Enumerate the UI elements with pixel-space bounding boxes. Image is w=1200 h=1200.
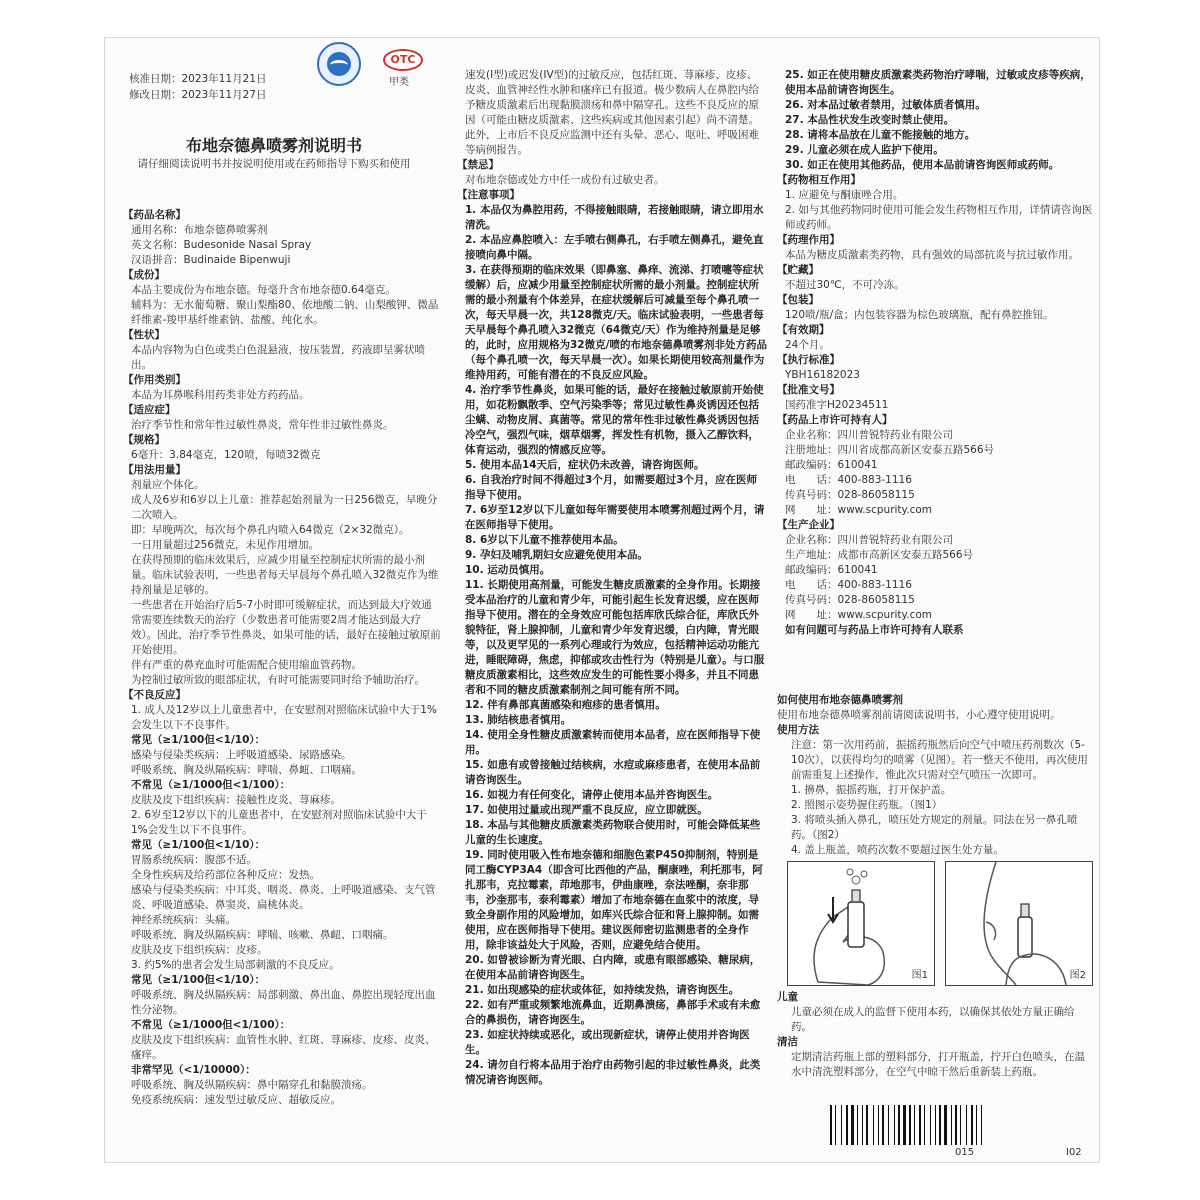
children-heading: 儿童 [777,991,798,1003]
bold-paragraph: 21. 如出现感染的症状或体征，如持续发热，请咨询医生。 [465,984,740,996]
paragraph: 生产地址：成都市高新区安泰五路566号 [785,549,974,561]
paragraph: 感染与侵染类疾病：上呼吸道感染、尿路感染。 [131,749,352,761]
paragraph: 皮肤及皮下组织疾病：皮疹。 [131,944,268,956]
paragraph: 2. 6岁至12岁以下的儿童患者中，在安慰剂对照临床试验中大于1%会发生以下不良事件。 [131,809,427,836]
barcode-bar [944,1105,947,1145]
paragraph: 注册地址：四川省成都高新区安泰五路566号 [785,444,995,456]
paragraph: 在获得预期的临床效果后，应减少用量至控制症状所需的最小剂量。临床试验表明，一些患者每天早晨每个鼻孔喷入32微克作为维持剂量是足够的。 [131,554,439,596]
barcode-bar [935,1105,936,1145]
bold-paragraph: 29. 儿童必须在成人监护下使用。 [785,144,944,156]
paragraph: 对布地奈德或处方中任一成份有过敏史者。 [465,174,665,186]
method-heading: 使用方法 [777,724,819,736]
paragraph: 英文名称：Budesonide Nasal Spray [131,239,312,251]
paragraph: 本品为耳鼻喉科用药类非处方药药品。 [131,389,310,401]
paragraph: 本品内容物为白色或类白色混悬液，按压装置，药液即呈雾状喷出。 [131,344,425,371]
section-heading: 【生产企业】 [777,519,840,531]
section-heading: 【注意事项】 [457,189,520,201]
paragraph: 剂量应个体化。 [131,479,205,491]
paragraph: 企业名称：四川普锐特药业有限公司 [785,429,953,441]
paragraph: 成人及6岁和6岁以上儿童：推荐起始剂量为一日256微克，早晚分二次喷入。 [131,494,438,521]
section-heading: 【用法用量】 [123,464,186,476]
section-heading: 【成份】 [123,269,165,281]
barcode-bar [830,1105,832,1145]
bold-paragraph: 17. 如使用过量或出现严重不良反应，应立即就医。 [465,804,708,816]
barcode-bar [971,1105,973,1145]
figure-1-label: 图1 [911,970,928,981]
barcode-bar [939,1105,941,1145]
paragraph: 皮肤及皮下组织疾病：接触性皮炎、荨麻疹。 [131,794,341,806]
paragraph: 呼吸系统、胸及纵隔疾病：局部刺激、鼻出血、鼻腔出现轻度出血性分泌物。 [131,989,436,1016]
usage-intro: 使用布地奈德鼻喷雾剂前请阅读说明书，小心遵守使用说明。 [777,709,1061,721]
barcode-bar [878,1105,879,1145]
bold-paragraph: 27. 本品性状发生改变时禁止使用。 [785,114,955,126]
usage-section [777,693,1095,858]
usage-note: 注意：第一次用药前，振摇药瓶然后向空气中喷压药剂数次（5-10次），以获得均匀的喷雾（见图）。若一整天不使用，再次使用前需重复上述操作，惟此次只需对空气喷压一次即可。 [791,739,1088,781]
paragraph: 通用名称：布地奈德鼻喷雾剂 [131,224,268,236]
bold-paragraph: 14. 使用全身性糖皮质激素转而使用本品者，应在医师指导下使用。 [465,729,761,756]
section-heading: 【贮藏】 [777,264,819,276]
bold-paragraph: 9. 孕妇及哺乳期妇女应避免使用本品。 [465,549,648,561]
barcode-bar [976,1105,977,1145]
column-2 [457,68,767,1088]
bold-paragraph: 5. 使用本品14天后，症状仍未改善，请咨询医师。 [465,459,705,471]
otc-logo-icon: OTC [383,49,423,71]
paragraph: 1. 应避免与酮康唑合用。 [785,189,904,201]
bold-paragraph: 11. 长期使用高剂量，可能发生糖皮质激素的全身作用。长期接受本品治疗的儿童和青少年，可能引起生长发育迟缓，应在医师指导下使用。潜在的全身效应可能包括库欣氏综合征，库欣氏外貌特征，肾上腺抑制，儿童和青少年发育迟缓，白内障，青光眼等，以及更罕见的一系列心理或行为效应，包括精神运动功能亢进，睡眠障碍，焦虑，抑郁或攻击性行为（特别是儿童）。与口服糖皮质激素相比，这些效应发生的可能性要小得多，并且不同患者和不同的糖皮质激素制剂之间可能有所不同。 [465,579,765,696]
barcode-bar [882,1105,884,1145]
otc-class-label: 甲类 [389,77,409,88]
paragraph: 皮肤及皮下组织疾病：血管性水肿、红斑、荨麻疹、皮疹、皮炎、瘙痒。 [131,1034,436,1061]
paragraph: 企业名称：四川普锐特药业有限公司 [785,534,953,546]
section-heading: 【包装】 [777,294,819,306]
bold-paragraph: 25. 如正在使用糖皮质激素类药物治疗哮喘，过敏或皮疹等疾病，使用本品前请咨询医生。 [785,69,1091,96]
barcode-bar [841,1105,842,1145]
page-subtitle: 请仔细阅读说明书并按说明使用或在药师指导下购买和使用 [137,158,411,170]
paragraph: 1. 成人及12岁以上儿童患者中，在安慰剂对照临床试验中大于1%会发生以下不良事件。 [131,704,437,731]
barcode-bar [903,1105,906,1145]
section-heading: 【药物相互作用】 [777,174,861,186]
section-heading: 【批准文号】 [777,384,840,396]
bold-paragraph: 30. 如正在使用其他药品，使用本品前请咨询医师或药师。 [785,159,1060,171]
bold-paragraph: 如有问题可与药品上市许可持有人联系 [785,624,964,636]
clean-text: 定期清洁药瓶上部的塑料部分，打开瓶盖，拧开白色喷头，在温水中清洗塑料部分，在空气中晾干然后重新装上药瓶。 [791,1051,1085,1078]
barcode-bar [846,1105,848,1145]
paragraph: 邮政编码：610041 [785,564,878,576]
bold-paragraph: 22. 如有严重或频繁地流鼻血，近期鼻溃疡，鼻部手术或有未愈合的鼻损伤，请咨询医生。 [465,999,761,1026]
barcode-bar [919,1105,921,1145]
barcode-bar [866,1105,868,1145]
paragraph: 汉语拼音：Budinaide Bipenwuji [131,254,291,266]
paragraph: 24个月。 [785,339,830,351]
barcode-bar [909,1105,911,1145]
barcode-bar [857,1105,858,1145]
paragraph: 传真号码：028-86058115 [785,594,915,606]
barcode-right-number: I02 [1066,1147,1082,1158]
paragraph: 3. 约5%的患者会发生局部刺激的不良反应。 [131,959,340,971]
bold-paragraph: 常见（≥1/100但<1/10）： [131,839,266,851]
section-heading: 【药品上市许可持有人】 [777,414,893,426]
bold-paragraph: 6. 自我治疗时间不得超过3个月，如需要超过3个月，应在医师指导下使用。 [465,474,758,501]
barcode-bar [960,1105,961,1145]
barcode-bar [835,1105,836,1145]
page-title: 布地奈德鼻喷雾剂说明书 [185,136,362,155]
bold-paragraph: 不常见（≥1/1000但<1/100）： [131,779,291,791]
paragraph: 网 址：www.scpurity.com [785,609,933,621]
leaflet-sheet [104,37,1100,1163]
column-3 [777,68,1095,638]
section-heading: 【作用类别】 [123,374,186,386]
barcode-bar [898,1105,900,1145]
paragraph: 感染与侵染类疾病：中耳炎、咽炎、鼻炎、上呼吸道感染、支气管炎、呼吸道感染、鼻窦炎、扁桃体炎。 [131,884,436,911]
paragraph: 为控制过敏所致的眼部症状，有时可能需要同时给予辅助治疗。 [131,674,425,686]
bold-paragraph: 19. 同时使用吸入性布地奈德和细胞色素P450抑制剂，特别是同工酶CYP3A4（即含可比西他的产品，酮康唑，利托那韦，阿扎那韦，克拉霉素，茚地那韦，伊曲康唑，奈法唑酮，奈非那韦，沙奎那韦，泰利霉素）增加了布地奈德在血浆中的浓度，导致全身副作用的风险增加，如库兴氏综合征和肾上腺抑制。如需使用，应在医师指导下使用。建议医师密切监测患者的全身作用，除非该益处大于风险，否则，应避免结合使用。 [465,849,763,951]
barcode-bar [930,1105,931,1145]
paragraph: 电 话：400-883-1116 [785,474,912,486]
section-heading: 【药品名称】 [123,209,186,221]
barcode-bar [851,1105,854,1145]
paragraph: 本品主要成份为布地奈德。每毫升含布地奈德0.64毫克。 [131,284,396,296]
bold-paragraph: 15. 如患有或曾接触过结核病，水痘或麻疹患者，在使用本品前请咨询医生。 [465,759,761,786]
paragraph: 伴有严重的鼻充血时可能需配合使用缩血管药物。 [131,659,362,671]
paragraph: 网 址：www.scpurity.com [785,504,933,516]
bold-paragraph: 1. 本品仅为鼻腔用药，不得接触眼睛，若接触眼睛，请立即用水清洗。 [465,204,764,231]
barcode-bar [894,1105,895,1145]
bold-paragraph: 常见（≥1/100但<1/10）： [131,974,266,986]
paragraph: 2. 如与其他药物同时使用可能会发生药物相互作用，详情请咨询医师或药师。 [785,204,1093,231]
barcode-bar [888,1105,889,1145]
bold-paragraph: 2. 本品应鼻腔喷入：左手喷右侧鼻孔，右手喷左侧鼻孔，避免直接喷向鼻中隔。 [465,234,764,261]
paragraph: 呼吸系统、胸及纵隔疾病：哮喘、鼻衄、口咽痛。 [131,764,362,776]
nmpa-logo-icon [317,42,361,86]
paragraph: 此外，上市后不良反应监测中还有头晕、恶心、呕吐、呼吸困难等病例报告。 [465,129,759,156]
bold-paragraph: 4. 治疗季节性鼻炎，如果可能的话，最好在接触过敏原前开始使用，如花粉飘散季、空气污染季等；常见过敏性鼻炎诱因还包括尘螨、动物皮屑、真菌等。常见的常年性非过敏性鼻炎诱因包括冷空气，强烈气味，烟草烟雾，挥发性有机物，摄入乙醇饮料，体育运动，强烈的情感反应等。 [465,384,764,456]
bold-paragraph: 7. 6岁至12岁以下儿童如每年需要使用本喷雾剂超过两个月，请在医师指导下使用。 [465,504,765,531]
bold-paragraph: 26. 对本品过敏者禁用，过敏体质者慎用。 [785,99,986,111]
paragraph: 邮政编码：610041 [785,459,878,471]
figure-2 [945,861,1093,986]
paragraph: 全身性疾病及给药部位各种反应：发热。 [131,869,320,881]
paragraph: 不超过30℃，不可冷冻。 [785,279,905,291]
column-1 [123,208,441,1108]
revision-date: 修改日期：2023年11月27日 [129,89,267,101]
section-heading: 【适应症】 [123,404,176,416]
clean-heading: 清洁 [777,1036,798,1048]
bold-paragraph: 12. 伴有鼻部真菌感染和疱疹的患者慎用。 [465,699,666,711]
paragraph: 6毫升：3.84毫克，120喷，每喷32微克 [131,449,321,461]
bold-paragraph: 13. 肺结核患者慎用。 [465,714,572,726]
usage-heading: 如何使用布地奈德鼻喷雾剂 [777,694,903,706]
barcode-bar [873,1105,874,1145]
barcode-bar [951,1105,952,1145]
paragraph: 呼吸系统、胸及纵隔疾病：鼻中隔穿孔和黏膜溃疡。 [131,1079,373,1091]
bold-paragraph: 24. 请勿自行将本品用于治疗由药物引起的非过敏性鼻炎，此类情况请咨询医师。 [465,1059,761,1086]
bold-paragraph: 非常罕见（<1/10000）： [131,1064,256,1076]
bold-paragraph: 8. 6岁以下儿童不推荐使用本品。 [465,534,624,546]
bold-paragraph: 16. 如视力有任何变化，请停止使用本品并咨询医生。 [465,789,719,801]
usage-step-4: 4. 盖上瓶盖，喷药次数不要超过医生处方量。 [791,844,1004,856]
bold-paragraph: 23. 如症状持续或恶化，或出现新症状，请停止使用并咨询医生。 [465,1029,750,1056]
barcode-bar [955,1105,957,1145]
barcode-left-number: 015 [955,1147,975,1158]
barcode-bar [924,1105,925,1145]
children-text: 儿童必须在成人的监督下使用本药，以确保其依处方量正确给药。 [791,1006,1075,1033]
barcode-bar [981,1105,982,1145]
bold-paragraph: 28. 请将本品放在儿童不能接触的地方。 [785,129,976,141]
children-clean-section [777,990,1095,1080]
section-heading: 【执行标准】 [777,354,840,366]
paragraph: 即：早晚两次，每次每个鼻孔内喷入64微克（2×32微克）。 [131,524,410,536]
bold-paragraph: 10. 运动员慎用。 [465,564,551,576]
paragraph: 免疫系统疾病：速发型过敏反应、超敏反应。 [131,1094,341,1106]
figure-2-label: 图2 [1069,970,1086,981]
figure-1 [787,861,935,986]
section-heading: 【规格】 [123,434,165,446]
bold-paragraph: 不常见（≥1/1000但<1/100）： [131,1019,291,1031]
paragraph: YBH16182023 [785,369,860,381]
paragraph: 辅料为：无水葡萄糖、聚山梨酯80、依地酸二钠、山梨酸钾、微晶纤维素-羧甲基纤维素钠、盐酸、纯化水。 [131,299,439,326]
bold-paragraph: 20. 如曾被诊断为青光眼、白内障，或患有眼部感染、糖尿病，在使用本品前请咨询医生。 [465,954,761,981]
approval-date: 核准日期：2023年11月21日 [129,73,267,85]
bold-paragraph: 常见（≥1/100但<1/10）： [131,734,266,746]
paragraph: 120喷/瓶/盒；内包装容器为棕色玻璃瓶，配有鼻腔推钮。 [785,309,1054,321]
paragraph: 本品为糖皮质激素类药物，具有强效的局部抗炎与抗过敏作用。 [785,249,1079,261]
bold-paragraph: 3. 在获得预期的临床效果（即鼻塞、鼻痒、流涕、打喷嚏等症状缓解）后，应减少用量至控制症状所需的最小剂量。控制症状所需的最小剂量有个体差异，在症状缓解后可减量至每个鼻孔喷一次，每天早晨一次，共128微克/天。临床试验表明，一些患者每天早晨每个鼻孔喷入32微克（64微克/天）作为维持剂量是足够的，此时，应用规格为32微克/喷的布地奈德鼻喷雾剂非处方药品（每个鼻孔喷一次，每天早晨一次）。如果长期使用较高剂量作为维持用药，可能有潜在的不良反应风险。 [465,264,767,381]
paragraph: 呼吸系统、胸及纵隔疾病：哮喘、咳嗽、鼻衄、口咽痛。 [131,929,394,941]
paragraph: 一日用量超过256微克，未见作用增加。 [131,539,320,551]
section-heading: 【药理作用】 [777,234,840,246]
paragraph: 治疗季节性和常年性过敏性鼻炎，常年性非过敏性鼻炎。 [131,419,394,431]
section-heading: 【性状】 [123,329,165,341]
usage-step-2: 2. 照图示姿势握住药瓶。（图1） [791,799,943,811]
barcode-icon [828,1105,1072,1147]
barcode-bar [914,1105,915,1145]
section-heading: 【有效期】 [777,324,830,336]
barcode-bar [862,1105,863,1145]
paragraph: 国药准字H20234511 [785,399,889,411]
usage-step-1: 1. 擤鼻，振摇药瓶，打开保护盖。 [791,784,952,796]
paragraph: 神经系统疾病：头痛。 [131,914,236,926]
bold-paragraph: 18. 本品与其他糖皮质激素类药物联合使用时，可能会降低某些儿童的生长速度。 [465,819,761,846]
paragraph: 电 话：400-883-1116 [785,579,912,591]
barcode-bar [966,1105,967,1145]
section-heading: 【不良反应】 [123,689,186,701]
paragraph: 胃肠系统疾病：腹部不适。 [131,854,257,866]
usage-step-3: 3. 将喷头插入鼻孔，喷压处方规定的剂量。同法在另一鼻孔喷药。（图2） [791,814,1078,841]
section-heading: 【禁忌】 [457,159,499,171]
paragraph: 速发(I型)或迟发(IV型)的过敏反应，包括红斑、荨麻疹、皮疹、皮炎、血管神经性水肿和瘙痒已有报道。极少数病人在鼻腔内给予糖皮质激素后出现黏膜溃疡和鼻中隔穿孔。这些不良反应的原因（可能由糖皮质激素、这些疾病或其他因素引起）尚不清楚。 [465,69,759,126]
paragraph: 一些患者在开始治疗后5-7小时即可缓解症状，而达到最大疗效通常需要连续数天的治疗（少数患者可能需要2周才能达到最大疗效）。因此，治疗季节性鼻炎，如果可能的话，最好在接触过敏原前开始使用。 [131,599,441,656]
paragraph: 传真号码：028-86058115 [785,489,915,501]
